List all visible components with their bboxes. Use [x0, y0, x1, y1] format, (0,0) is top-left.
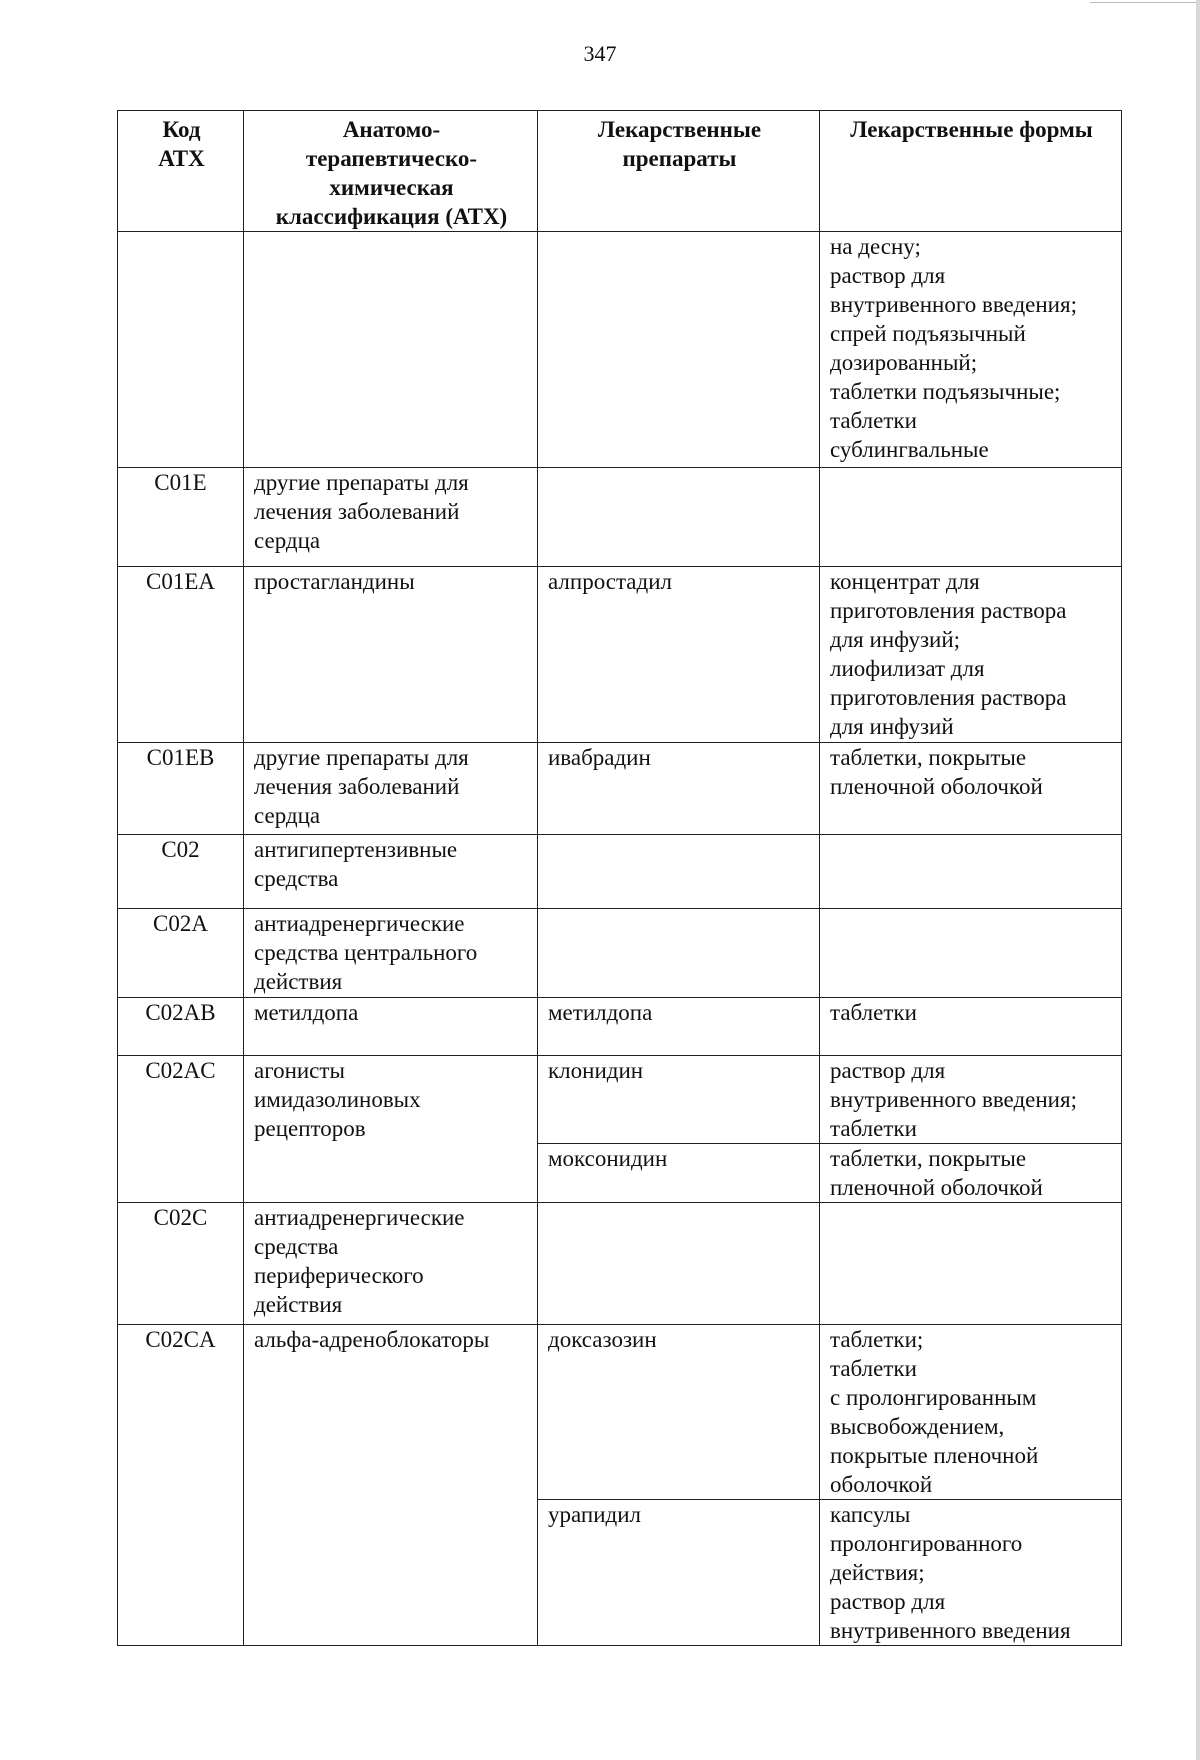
cell-code: C02AB — [118, 998, 244, 1056]
scan-edge-right — [1196, 0, 1200, 1760]
cell-drug: урапидил — [538, 1500, 820, 1646]
atx-table — [117, 110, 1122, 1646]
header-classification: Анатомо- терапевтическо- химическая классификация (АТХ) — [244, 111, 538, 232]
cell-drug — [538, 835, 820, 909]
cell-code: C02 — [118, 835, 244, 909]
cell-drug: метилдопа — [538, 998, 820, 1056]
table-row — [118, 998, 1122, 1056]
cell-drug — [538, 1203, 820, 1325]
cell-forms: таблетки, покрытые пленочной оболочкой — [820, 743, 1122, 835]
cell-code: C02AC — [118, 1056, 244, 1203]
header-drugs: Лекарственные препараты — [538, 111, 820, 232]
cell-forms: концентрат для приготовления раствора для инфузий; лиофилизат для приготовления раствора для инфузий — [820, 567, 1122, 743]
cell-forms — [820, 1203, 1122, 1325]
cell-forms — [820, 909, 1122, 998]
table-row — [118, 232, 1122, 468]
cell-drug: доксазозин — [538, 1325, 820, 1500]
cell-classification: антиадренергические средства центрального действия — [244, 909, 538, 998]
cell-classification — [244, 232, 538, 468]
cell-classification: другие препараты для лечения заболеваний сердца — [244, 468, 538, 567]
cell-code: C01E — [118, 468, 244, 567]
table-row — [118, 909, 1122, 998]
cell-code: C02A — [118, 909, 244, 998]
page-number: 347 — [583, 41, 617, 66]
cell-forms: на десну; раствор для внутривенного введения; спрей подъязычный дозированный; таблетки подъязычные; таблетки сублингвальные — [820, 232, 1122, 468]
header-code: Код АТХ — [118, 111, 244, 232]
cell-classification: антиадренергические средства периферического действия — [244, 1203, 538, 1325]
cell-code: C02CA — [118, 1325, 244, 1646]
table-row — [118, 1056, 1122, 1144]
cell-forms: раствор для внутривенного введения; таблетки — [820, 1056, 1122, 1144]
cell-code: C02C — [118, 1203, 244, 1325]
table-row — [118, 835, 1122, 909]
table-row — [118, 567, 1122, 743]
cell-forms — [820, 468, 1122, 567]
cell-drug: клонидин — [538, 1056, 820, 1144]
table-row — [118, 468, 1122, 567]
cell-code: C01EA — [118, 567, 244, 743]
cell-drug: ивабрадин — [538, 743, 820, 835]
cell-forms: таблетки, покрытые пленочной оболочкой — [820, 1144, 1122, 1203]
cell-code — [118, 232, 244, 468]
table-row — [118, 1203, 1122, 1325]
cell-classification: простагландины — [244, 567, 538, 743]
cell-drug: алпростадил — [538, 567, 820, 743]
cell-drug — [538, 468, 820, 567]
cell-drug: моксонидин — [538, 1144, 820, 1203]
cell-forms: капсулы пролонгированного действия; раствор для внутривенного введения — [820, 1500, 1122, 1646]
cell-classification: антигипертензивные средства — [244, 835, 538, 909]
cell-classification: альфа-адреноблокаторы — [244, 1325, 538, 1646]
table-row — [118, 743, 1122, 835]
scan-edge-top — [1090, 2, 1200, 3]
cell-forms — [820, 835, 1122, 909]
cell-drug — [538, 909, 820, 998]
cell-forms: таблетки — [820, 998, 1122, 1056]
cell-code: C01EB — [118, 743, 244, 835]
cell-classification: метилдопа — [244, 998, 538, 1056]
cell-classification: другие препараты для лечения заболеваний сердца — [244, 743, 538, 835]
header-forms: Лекарственные формы — [820, 111, 1122, 232]
cell-classification: агонисты имидазолиновых рецепторов — [244, 1056, 538, 1203]
cell-drug — [538, 232, 820, 468]
table-row — [118, 1325, 1122, 1500]
table-header-row — [118, 111, 1122, 232]
cell-forms: таблетки; таблетки с пролонгированным высвобождением, покрытые пленочной оболочкой — [820, 1325, 1122, 1500]
